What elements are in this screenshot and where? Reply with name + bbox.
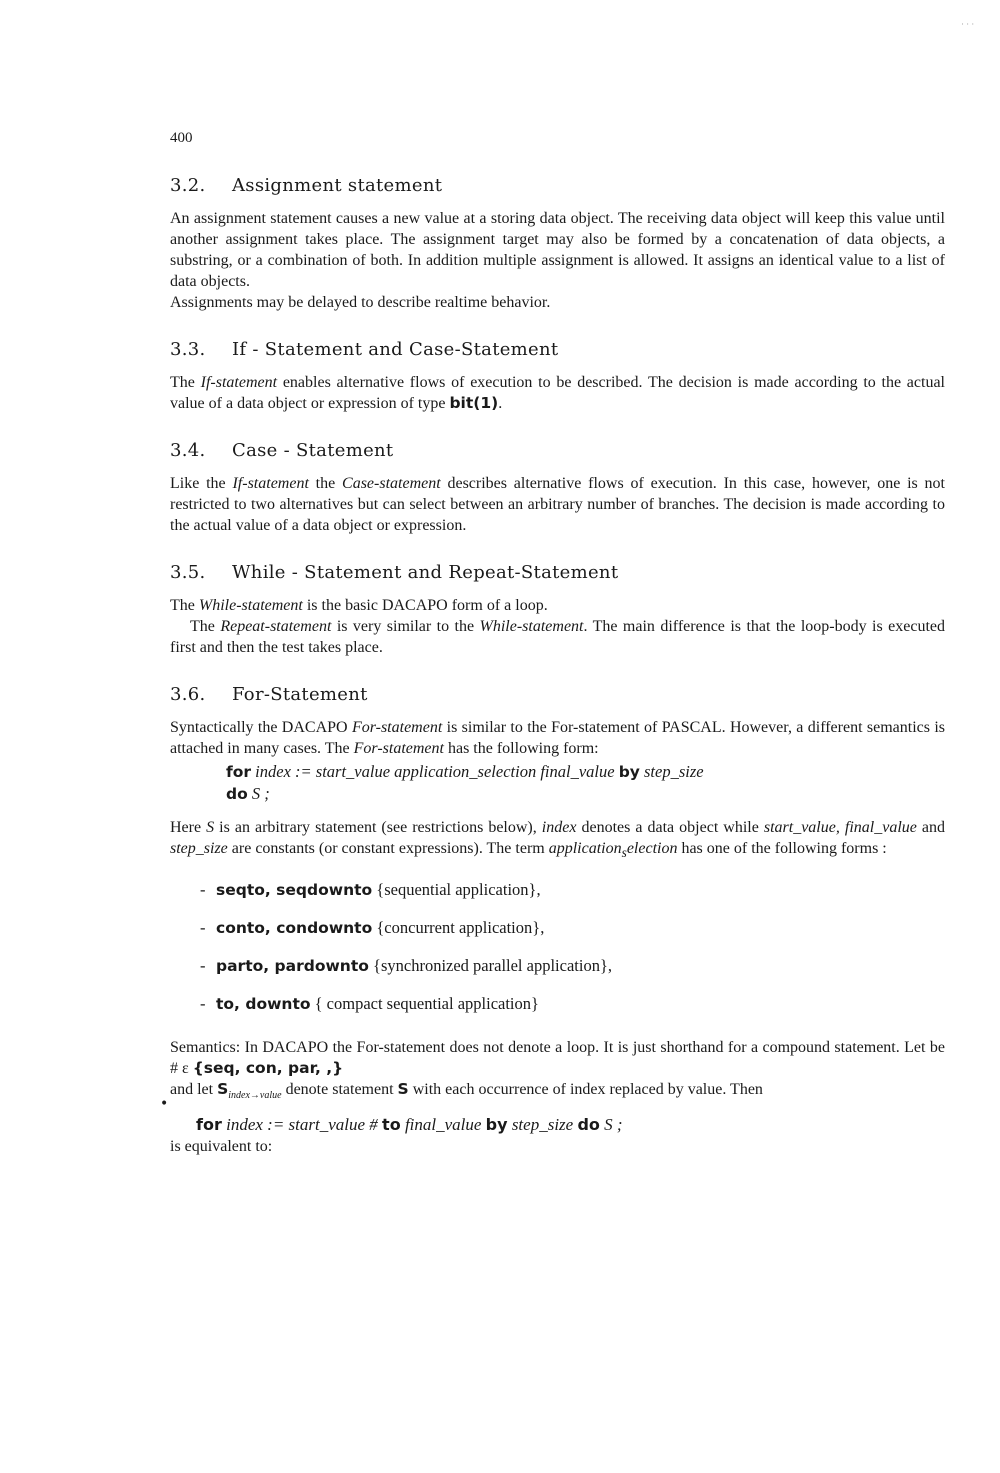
text: Semantics: In DACAPO the For-statement does not denote a loop. It is just shorthand for a compound statement. Let be # ε (170, 1039, 945, 1078)
paragraph: is equivalent to: (170, 1138, 273, 1156)
code-text: step_size (639, 762, 704, 781)
section-3-4 (170, 440, 945, 536)
text: denote statement (281, 1081, 398, 1099)
scan-mark: · · · (961, 20, 974, 29)
margin-dot: • (160, 1096, 169, 1112)
keyword: S (217, 1080, 229, 1099)
text: . The main difference is that the loop-body is executed first and then the test takes place. (170, 618, 946, 656)
text: . (498, 395, 503, 412)
keyword: for (226, 763, 252, 781)
code-text: S ; (599, 1115, 623, 1135)
section-title: Assignment statement (232, 175, 443, 196)
section-number: 3.3. (170, 339, 206, 360)
page-number: 400 (170, 130, 193, 146)
text: with each occurrence of index replaced by value. Then (408, 1081, 763, 1099)
emphasis: election (626, 840, 678, 857)
emphasis: S (206, 819, 215, 836)
emphasis: While-statement (198, 597, 303, 614)
list-item (200, 879, 945, 901)
code-text: S ; (247, 784, 270, 803)
emphasis: application (548, 840, 622, 857)
dash: - (200, 994, 206, 1014)
code-text: final_value (400, 1115, 486, 1135)
text: are constants (or constant expressions). The term (227, 840, 549, 857)
emphasis: While-statement (479, 618, 584, 635)
equivalence-block (170, 1114, 945, 1157)
text: The (170, 597, 199, 614)
paragraph: Assignments may be delayed to describe realtime behavior. (170, 294, 551, 311)
keyword: S (397, 1080, 409, 1099)
paragraph (170, 616, 945, 658)
dash: - (200, 918, 206, 938)
section-title: If - Statement and Case-Statement (232, 339, 559, 360)
list-item (200, 955, 945, 977)
text: is similar to the For-statement of PASCAL. However, a different semantics is attached in many cases. The (170, 719, 946, 757)
paragraph (170, 372, 945, 414)
emphasis: If-statement (232, 475, 309, 492)
text: Like the (170, 475, 233, 492)
section-number: 3.5. (170, 562, 206, 583)
text: is the basic DACAPO form of a loop. (302, 597, 548, 614)
emphasis: index (541, 819, 577, 836)
section-number: 3.4. (170, 440, 206, 461)
code-line (226, 761, 945, 783)
text: Here (170, 819, 207, 836)
section-heading (170, 175, 945, 196)
emphasis: step_size (170, 840, 228, 857)
text: and (916, 819, 946, 836)
section-3-3 (170, 339, 945, 414)
type-keyword: bit(1) (449, 394, 499, 412)
section-3-5 (170, 562, 945, 658)
keyword: conto, condownto (216, 919, 373, 938)
code-line (196, 1114, 945, 1136)
list-item (200, 917, 945, 939)
emphasis: start_value, final_value (763, 819, 917, 836)
dash: - (200, 956, 206, 976)
emphasis: Case-statement (342, 475, 441, 492)
emphasis: For-statement (351, 719, 443, 736)
item-description: {synchronized parallel application}, (373, 956, 612, 976)
text: the (308, 475, 343, 492)
keyword: to (382, 1115, 401, 1135)
paragraph (170, 1037, 945, 1106)
text: describes alternative flows of execution. In this case, however, one is not restricted to two alternatives but can select between an arbitrary number of branches. The decision is made according to the actual value of a data object or expression. (170, 475, 946, 534)
section-number: 3.6. (170, 684, 206, 705)
keyword: to, downto (216, 995, 311, 1014)
section-title: Case - Statement (232, 440, 394, 461)
section-3-2 (170, 175, 945, 313)
paragraph (170, 473, 945, 536)
section-heading (170, 562, 945, 583)
section-title: For-Statement (232, 684, 368, 705)
emphasis: s (621, 845, 627, 861)
text: and let (170, 1081, 218, 1099)
text: is an arbitrary statement (see restrictions below), (214, 819, 542, 836)
keyword: by (618, 763, 640, 781)
item-description: {concurrent application}, (376, 918, 545, 938)
paragraph (170, 717, 945, 759)
dash: - (200, 880, 206, 900)
section-heading (170, 684, 945, 705)
code-text: step_size (507, 1115, 578, 1135)
text: has the following form: (443, 740, 599, 757)
for-syntax-block (226, 761, 945, 805)
section-number: 3.2. (170, 175, 206, 196)
text: denotes a data object while (576, 819, 764, 836)
paragraph (170, 595, 945, 616)
code-text: index := start_value # (221, 1115, 383, 1135)
text: is very similar to the (331, 618, 480, 635)
emphasis: For-statement (353, 740, 444, 757)
section-heading (170, 440, 945, 461)
text: has one of the following forms : (677, 840, 887, 857)
keyword: parto, pardownto (216, 957, 369, 976)
keyword-set: {seq, con, par, ,} (192, 1059, 344, 1078)
keyword: do (577, 1115, 600, 1135)
section-heading (170, 339, 945, 360)
page (170, 130, 945, 1183)
paragraph (170, 817, 945, 863)
text: The (190, 618, 221, 635)
forms-list (170, 879, 945, 1015)
keyword: seqto, seqdownto (216, 881, 373, 900)
keyword: for (196, 1115, 222, 1135)
paragraph: An assignment statement causes a new value at a storing data object. The receiving data object will keep this value until another assignment takes place. The assignment target may also be formed by a concatenation of data objects, a substring, or a combination of both. In addition multiple assignment is allowed. It assigns an identical value to a list of data objects. (170, 210, 945, 290)
text: The (170, 374, 201, 391)
text: enables alternative flows of execution to be described. The decision is made according to the actual value of a data object or expression of type (170, 374, 946, 412)
item-description: {sequential application}, (376, 880, 541, 900)
emphasis: If-statement (200, 374, 278, 391)
text: Syntactically the DACAPO (170, 719, 352, 736)
section-title: While - Statement and Repeat-Statement (232, 562, 619, 583)
keyword: by (485, 1115, 508, 1135)
code-text: index := start_value application_selection final_value (251, 762, 619, 781)
subscript: index→value (228, 1090, 282, 1102)
list-item (200, 993, 945, 1015)
keyword: do (226, 785, 248, 803)
section-3-6 (170, 684, 945, 1157)
item-description: { compact sequential application} (314, 994, 539, 1014)
code-line (226, 783, 945, 805)
emphasis: Repeat-statement (220, 618, 332, 635)
